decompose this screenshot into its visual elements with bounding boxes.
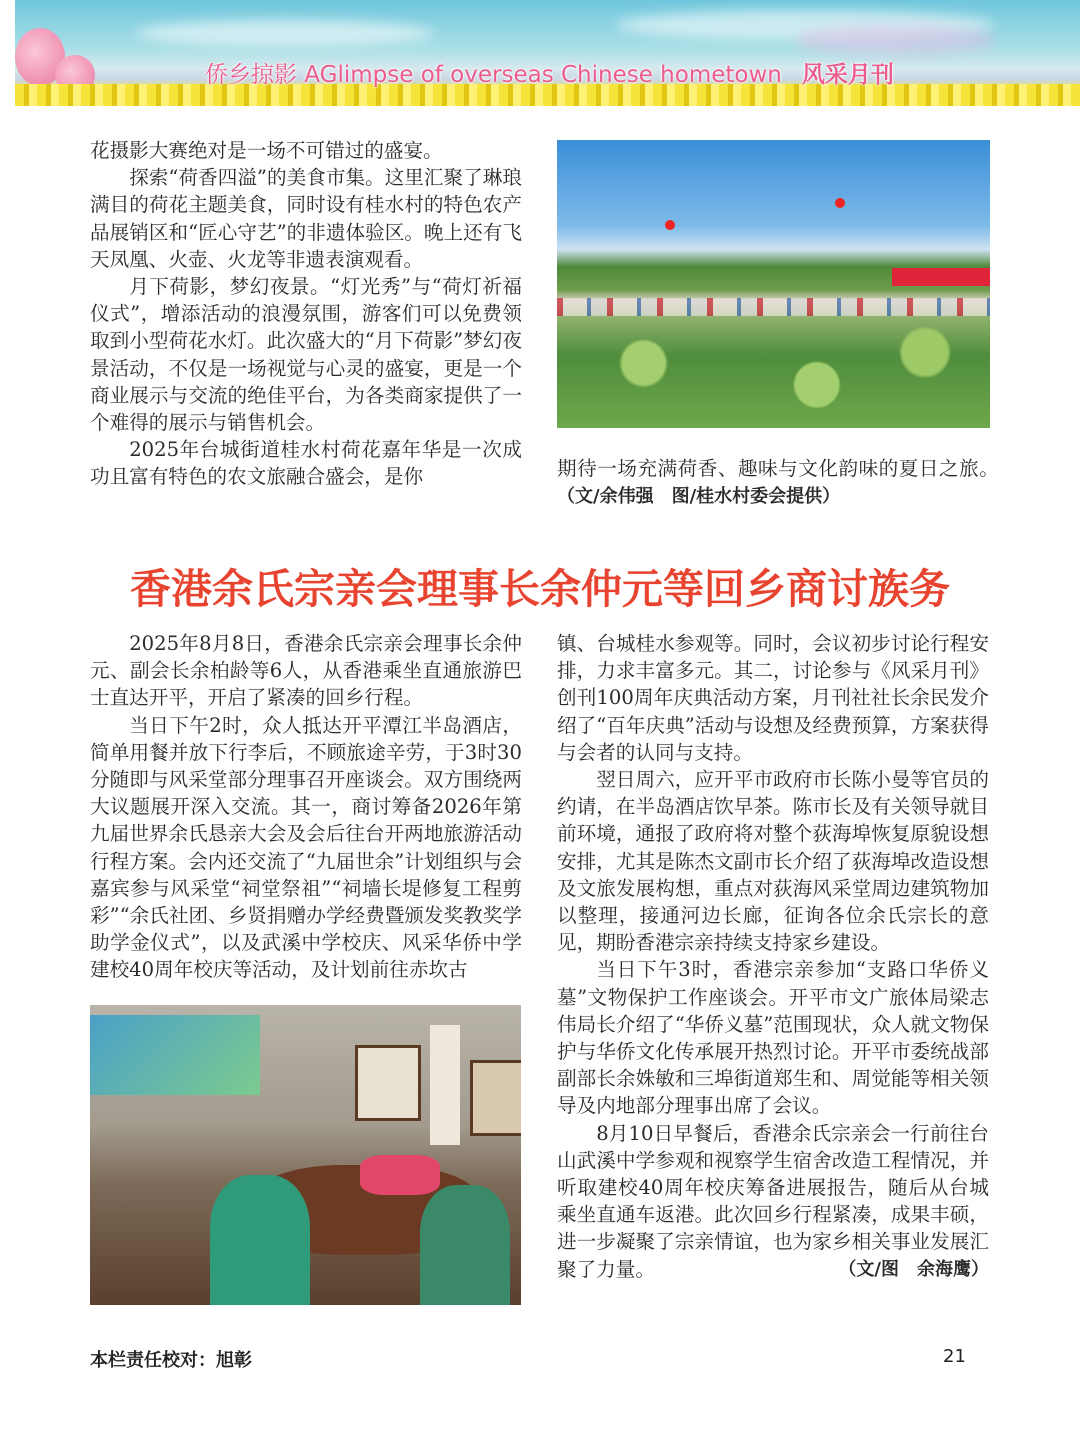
banner-title	[205, 56, 894, 89]
paragraph: 8月10日早餐后，香港余氏宗亲会一行前往台山武溪中学参观和视察学生宿舍改造工程情况，并听取建校40周年校庆筹备进展报告，随后从台城乘坐直通车返港。此次回乡行程紧凑，成果丰硕，进一步凝聚了宗亲情谊，也为家乡相关事业发展汇聚了力量。 （文/图 余海鹰）	[557, 1120, 989, 1283]
paragraph: 镇、台城桂水参观等。同时，会议初步讨论行程安排，力求丰富多元。其二，讨论参与《风采月刊》创刊100周年庆典活动方案，月刊社社长余民发介绍了“百年庆典”活动与设想及经费预算，方案获得与会者的认同与支持。	[557, 632, 989, 764]
section-title: 侨乡掠影 AGlimpse of overseas Chinese hometown	[205, 62, 782, 88]
paragraph: 2025年8月8日，香港余氏宗亲会理事长余仲元、副会长余柏龄等6人，从香港乘坐直通旅游巴士直达开平，开启了紧凑的回乡行程。	[90, 632, 522, 710]
magazine-name: 风采月刊	[801, 62, 894, 88]
paragraph: 2025年台城街道桂水村荷花嘉年华是一次成功且富有特色的农文旅融合盛会，是你	[90, 438, 522, 489]
article1-credit: （文/余伟强 图/桂水村委会提供）	[557, 486, 841, 508]
proofreader-note: 本栏责任校对：旭彰	[90, 1350, 252, 1371]
paragraph: 探索“荷香四溢”的美食市集。这里汇聚了琳琅满目的荷花主题美食，同时设有桂水村的特色农产品展销区和“匠心守艺”的非遗体验区。晚上还有飞天凤凰、火壶、火龙等非遗表演观看。	[90, 166, 522, 271]
paragraph: 当日下午3时，香港宗亲参加“支路口华侨义墓”文物保护工作座谈会。开平市文广旅体局梁志伟局长介绍了“华侨义墓”范围现状，众人就文物保护与华侨文化传承展开热烈讨论。开平市委统战部副部长余姝敏和三埠街道郑生和、周觉能等相关领导及内地部分理事出席了会议。	[557, 958, 989, 1118]
article1-left-column	[90, 137, 522, 491]
paragraph: 月下荷影，梦幻夜景。“灯光秀”与“荷灯祈福仪式”，增添活动的浪漫氛围，游客们可以免费领取到小型荷花水灯。此次盛大的“月下荷影”梦幻夜景活动，不仅是一场视觉与心灵的盛宴，更是一个商业展示与交流的绝佳平台，为各类商家提供了一个难得的展示与销售机会。	[90, 275, 522, 435]
paragraph: 期待一场充满荷香、趣味与文化韵味的夏日之旅。	[557, 457, 989, 480]
article2-right-column	[557, 630, 989, 1283]
article1-right-column	[557, 455, 989, 510]
article2-headline: 香港余氏宗亲会理事长余仲元等回乡商讨族务	[130, 565, 950, 613]
article2-credit: （文/图 余海鹰）	[838, 1258, 989, 1280]
meeting-room-photo	[90, 1005, 521, 1305]
page-number: 21	[943, 1346, 966, 1367]
lotus-field-photo	[557, 140, 990, 428]
paragraph: 翌日周六，应开平市政府市长陈小曼等官员的约请，在半岛酒店饮早茶。陈市长及有关领导就目前环境，通报了政府将对整个荻海埠恢复原貌设想安排，尤其是陈杰文副市长介绍了荻海埠改造设想及文旅发展构想，重点对荻海风采堂周边建筑物加以整理，接通河边长廊，征询各位余氏宗长的意见，期盼香港宗亲持续支持家乡建设。	[557, 768, 989, 955]
paragraph: 花摄影大赛绝对是一场不可错过的盛宴。	[90, 139, 443, 162]
article2-left-column	[90, 630, 522, 984]
paragraph: 当日下午2时，众人抵达开平潭江半岛酒店，简单用餐并放下行李后，不顾旅途辛劳，于3时30分随即与风采堂部分理事召开座谈会。双方围绕两大议题展开深入交流。其一，商讨筹备2026年第九届世界余氏恳亲大会及会后往台开两地旅游活动行程方案。会内还交流了“九届世余”计划组织与会嘉宾参与风采堂“祠堂祭祖”“祠墙长堤修复工程剪彩”“余氏社团、乡贤捐赠办学经费暨颁发奖教奖学助学金仪式”，以及武溪中学校庆、风采华侨中学建校40周年校庆等活动，及计划前往赤坎古	[90, 713, 522, 982]
header-banner	[15, 0, 1080, 106]
